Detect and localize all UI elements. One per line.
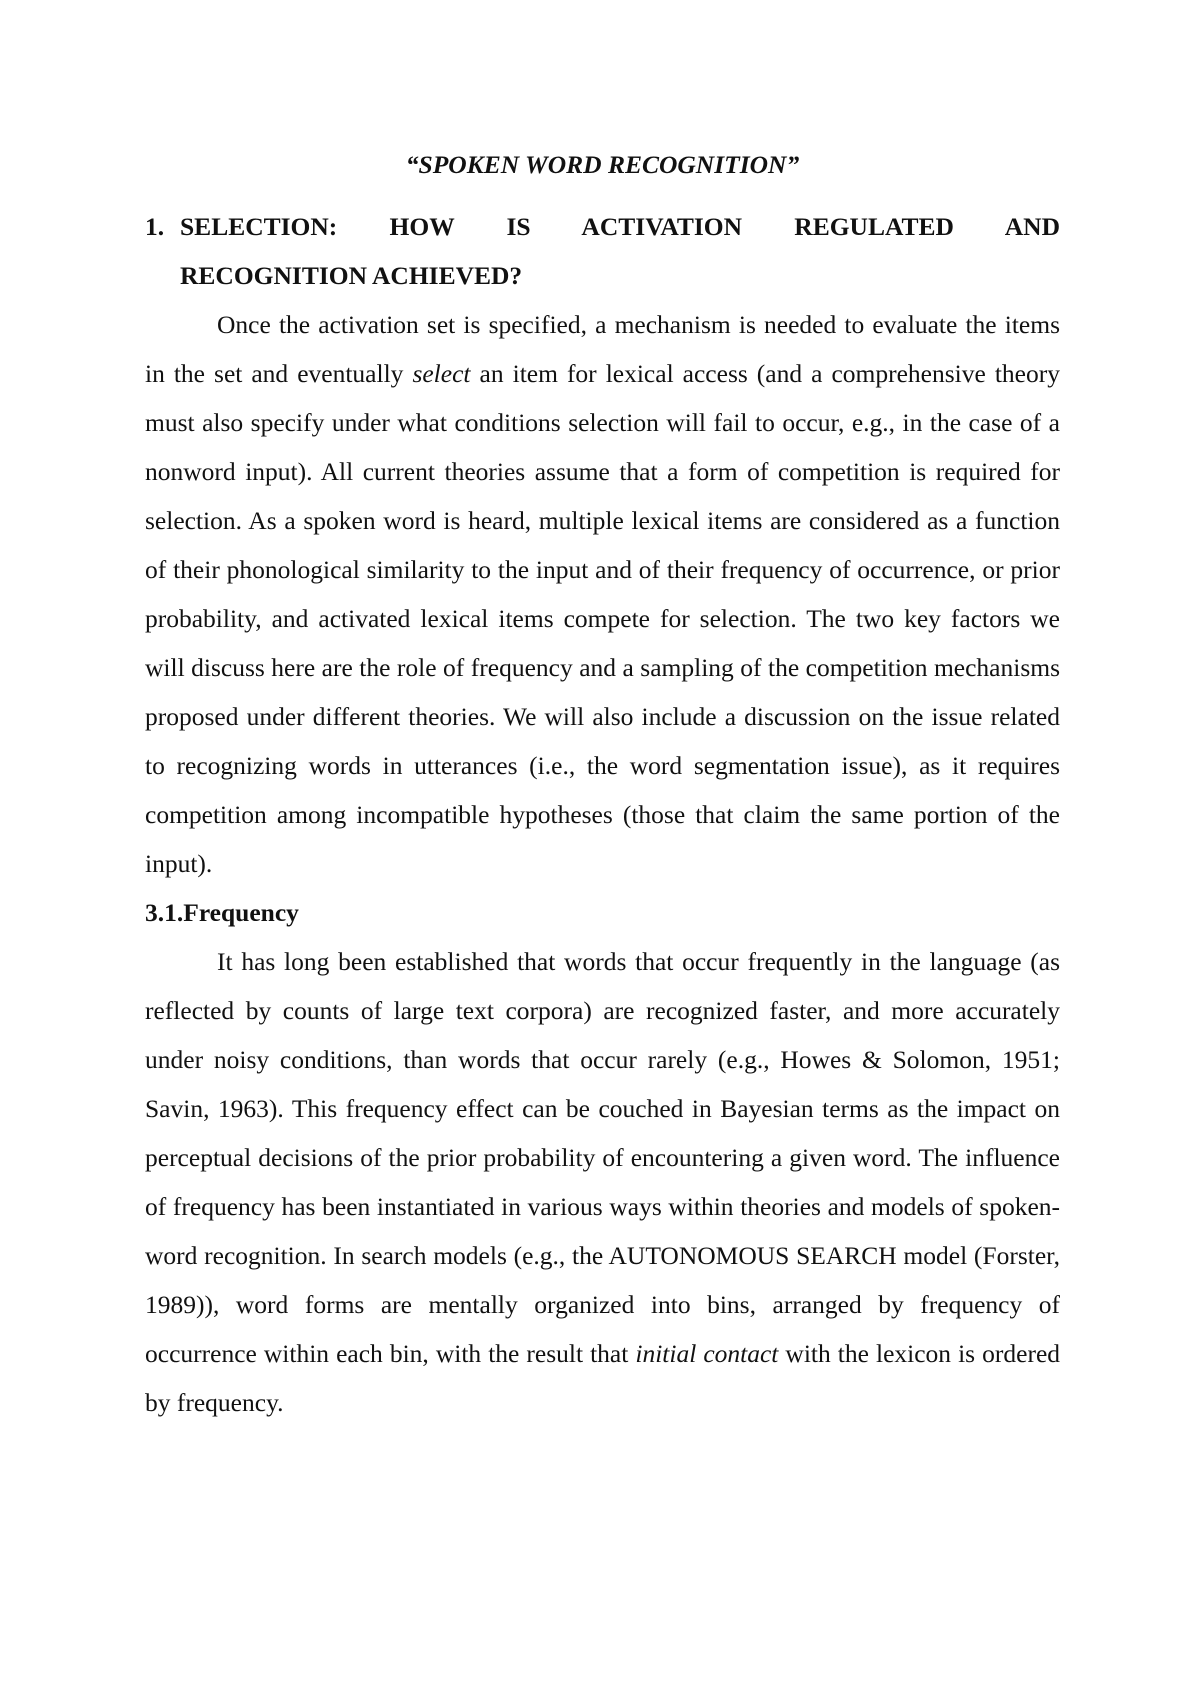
paragraph-frequency	[145, 937, 1060, 1427]
paragraph-selection-part2: an item for lexical access (and a comprehensive theory must also specify under what conditions selection will fail to occur, e.g., in the case of a nonword input). All current theories assume that a form of competition is required for selection. As a spoken word is heard, multiple lexical items are considered as a function of their phonological similarity to the input and of their frequency of occurrence, or prior probability, and activated lexical items compete for selection. The two key factors we will discuss here are the role of frequency and a sampling of the competition mechanisms proposed under different theories. We will also include a discussion on the issue related to recognizing words in utterances (i.e., the word segmentation issue), as it requires competition among incompatible hypotheses (those that claim the same portion of the input).	[145, 359, 1060, 878]
paragraph-frequency-part2: with the lexicon is ordered by frequency.	[145, 1339, 1061, 1417]
paragraph-frequency-part1: It has long been established that words that occur frequently in the language (as reflected by counts of large text corpora) are recognized faster, and more accurately under noisy conditions, than words that occur rarely (e.g., Howes & Solomon, 1951; Savin, 1963). This frequency effect can be couched in Bayesian terms as the impact on perceptual decisions of the prior probability of encountering a given word. The influence of frequency has been instantiated in various ways within theories and models of spoken-word recognition. In search models (e.g., the AUTONOMOUS SEARCH model (Forster, 1989)), word forms are mentally organized into bins, arranged by frequency of occurrence within each bin, with the result that	[145, 947, 1060, 1368]
paragraph-frequency-emphasis: initial contact	[635, 1339, 779, 1368]
document-content	[145, 140, 1060, 1427]
section-heading	[145, 202, 1060, 300]
section-number: 1.	[145, 212, 165, 241]
subsection-heading: 3.1.Frequency	[145, 898, 299, 927]
section-heading-text	[180, 202, 1060, 300]
section-heading-line2: RECOGNITION ACHIEVED?	[180, 261, 523, 290]
document-title: “SPOKEN WORD RECOGNITION”	[405, 150, 800, 179]
paragraph-selection-emphasis: select	[412, 359, 471, 388]
paragraph-selection	[145, 300, 1060, 888]
paragraph-selection-part1: Once the activation set is specified, a mechanism is needed to evaluate the items in the set and eventually	[145, 310, 1060, 388]
section-heading-line1: SELECTION: HOW IS ACTIVATION REGULATED AND	[180, 212, 1060, 241]
